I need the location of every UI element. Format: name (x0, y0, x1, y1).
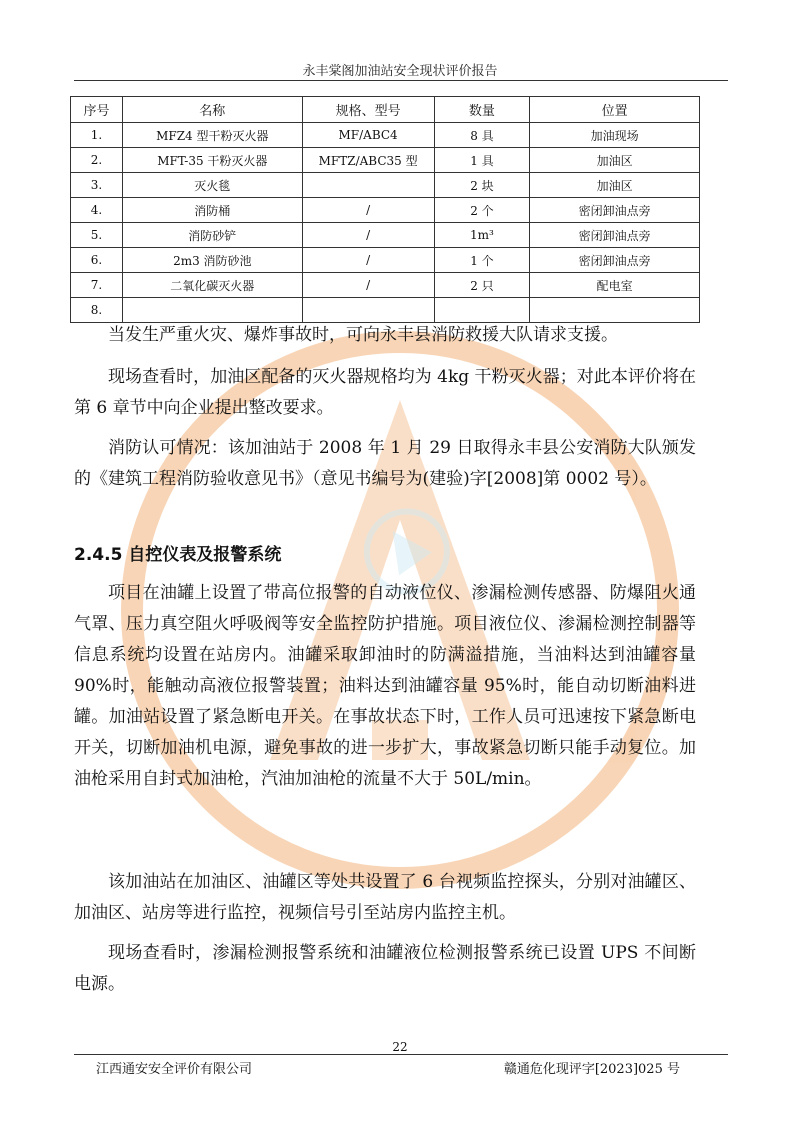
table-cell: 消防桶 (122, 198, 302, 223)
page-header-title: 永丰棠阁加油站安全现状评价报告 (302, 64, 498, 79)
table-cell: 1. (71, 123, 123, 148)
paragraph-text: 当发生严重火灾、爆炸事故时，可向永丰县消防救援大队请求支援。 (108, 325, 618, 345)
table-cell: MFZ4 型干粉灭火器 (122, 123, 302, 148)
table-cell: 密闭卸油点旁 (530, 248, 700, 273)
paragraph-text: 现场查看时，加油区配备的灭火器规格均为 4kg 干粉灭火器；对此本评价将在第 6 章节中向企业提出整改要求。 (74, 367, 696, 418)
table-cell: 消防砂铲 (122, 223, 302, 248)
footer-doc-number: 赣通危化现评字[2023]025 号 (503, 1062, 680, 1077)
footer-company: 江西通安安全评价有限公司 (96, 1062, 253, 1077)
paragraph-instrumentation (74, 578, 696, 795)
fire-equipment-table (70, 96, 700, 323)
table-cell: MFTZ/ABC35 型 (302, 148, 434, 173)
table-cell: 7. (71, 273, 123, 298)
section-heading: 2.4.5 自控仪表及报警系统 (74, 545, 282, 565)
paragraph-text: 项目在油罐上设置了带高位报警的自动液位仪、渗漏检测传感器、防爆阻火通气罩、压力真空阻火呼吸阀等安全监控防护措施。项目液位仪、渗漏检测控制器等信息系统均设置在站房内。油罐采取卸油时的防满溢措施，当油料达到油罐容量 90%时，能触动高液位报警装置；油料达到油罐容量 95%时，能自动切断油料进罐。加油站设置了紧急断电开关。在事故状态下时，工作人员可迅速按下紧急断电开关，切断加油机电源，避免事故的进一步扩大，事故紧急切断只能手动复位。加油枪采用自封式加油枪，汽油加油枪的流量不大于 50L/min。 (74, 583, 696, 789)
paragraph-text: 现场查看时，渗漏检测报警系统和油罐液位检测报警系统已设置 UPS 不间断电源。 (74, 943, 696, 994)
table-cell: 2m3 消防砂池 (122, 248, 302, 273)
footer-divider (74, 1054, 728, 1055)
table-cell: / (302, 223, 434, 248)
table-cell: 灭火毯 (122, 173, 302, 198)
table-row (71, 298, 700, 323)
table-row (71, 248, 700, 273)
table-cell: 加油区 (530, 173, 700, 198)
table-cell: / (302, 248, 434, 273)
table-header-row (71, 97, 700, 123)
table-cell (302, 298, 434, 323)
table-cell (122, 298, 302, 323)
column-header: 规格、型号 (302, 97, 434, 123)
table-cell (530, 298, 700, 323)
table-row (71, 198, 700, 223)
table-cell: 8 具 (434, 123, 530, 148)
table-row (71, 173, 700, 198)
paragraph-text: 该加油站在加油区、油罐区等处共设置了 6 台视频监控探头，分别对油罐区、加油区、站房等进行监控，视频信号引至站房内监控主机。 (74, 872, 696, 923)
paragraph-video-monitoring (74, 867, 696, 929)
table-cell: 1 个 (434, 248, 530, 273)
paragraph-fire-approval (74, 433, 696, 495)
column-header: 位置 (530, 97, 700, 123)
column-header: 名称 (122, 97, 302, 123)
paragraph-extinguisher-check (74, 362, 696, 424)
table-row (71, 223, 700, 248)
table-cell: 2 块 (434, 173, 530, 198)
table-cell: 4. (71, 198, 123, 223)
table-cell: 3. (71, 173, 123, 198)
table-cell: MF/ABC4 (302, 123, 434, 148)
table-cell (302, 173, 434, 198)
header-divider (74, 80, 728, 81)
table-cell: 5. (71, 223, 123, 248)
table-cell: 配电室 (530, 273, 700, 298)
page-number: 22 (392, 1040, 408, 1054)
table-cell: / (302, 273, 434, 298)
column-header: 数量 (434, 97, 530, 123)
table-cell: 加油区 (530, 148, 700, 173)
table-cell: 8. (71, 298, 123, 323)
table-cell: 2 只 (434, 273, 530, 298)
table-cell: 1 具 (434, 148, 530, 173)
paragraph-ups (74, 938, 696, 1000)
table-row (71, 273, 700, 298)
table-cell: 二氧化碳灭火器 (122, 273, 302, 298)
table-row (71, 123, 700, 148)
table-cell: 1m³ (434, 223, 530, 248)
table-cell: MFT-35 干粉灭火器 (122, 148, 302, 173)
table-cell (434, 298, 530, 323)
paragraph-rescue (74, 320, 696, 351)
table-row (71, 148, 700, 173)
paragraph-text: 消防认可情况：该加油站于 2008 年 1 月 29 日取得永丰县公安消防大队颁发的《建筑工程消防验收意见书》（意见书编号为(建验)字[2008]第 0002 号）。 (74, 438, 696, 489)
table-cell: 密闭卸油点旁 (530, 198, 700, 223)
table-cell: 2. (71, 148, 123, 173)
column-header: 序号 (71, 97, 123, 123)
table-cell: 6. (71, 248, 123, 273)
table-cell: 2 个 (434, 198, 530, 223)
table-cell: 加油现场 (530, 123, 700, 148)
table-cell: 密闭卸油点旁 (530, 223, 700, 248)
table-cell: / (302, 198, 434, 223)
